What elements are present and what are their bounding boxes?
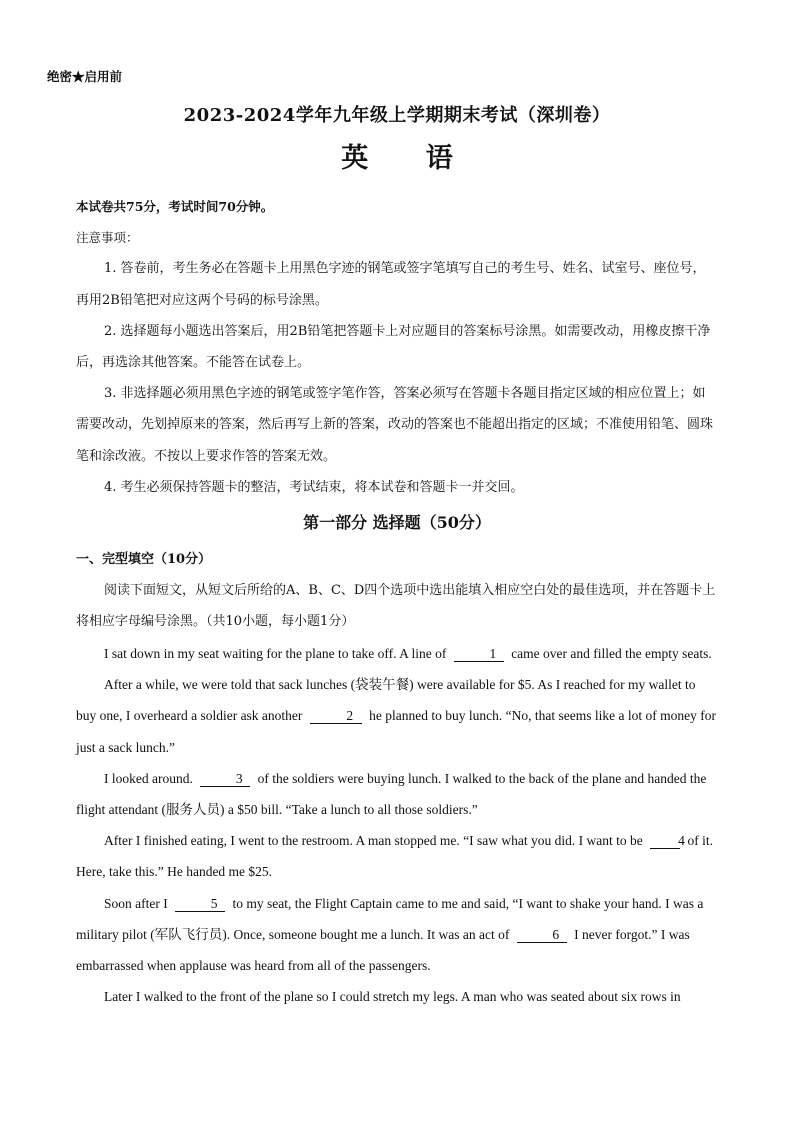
passage-paragraph-6 bbox=[76, 981, 718, 1012]
passage-text: Later I walked to the front of the plane so I could stretch my legs. A man who was seated about six rows in bbox=[104, 989, 681, 1005]
secret-label: 绝密★启用前 bbox=[47, 69, 123, 84]
intro-block bbox=[76, 191, 718, 503]
blank-1[interactable]: 1 bbox=[454, 646, 504, 662]
passage-text: I sat down in my seat waiting for the plane to take off. A line of bbox=[104, 646, 447, 661]
passage-text: Soon after I bbox=[104, 895, 168, 911]
blank-5[interactable]: 5 bbox=[175, 896, 225, 912]
passage-text: After a while, we were told that sack lunches (袋装午餐) were available for $5. As I reached for my wallet to buy one, I overheard a soldier ask another bbox=[76, 677, 696, 724]
passage-text: to my seat, the Flight Captain came to me and said, “I want to shake your hand. I was a military pilot (军队飞行员). Once, someone bought me a lunch. It was an act of bbox=[76, 895, 704, 942]
blank-3[interactable]: 3 bbox=[200, 771, 250, 787]
note-3: 3. 非选择题必须用黑色字迹的钢笔或签字笔作答，答案必须写在答题卡各题目指定区域的相应位置上；如需要改动，先划掉原来的答案，然后再写上新的答案，改动的答案也不能超出指定的区域；不准使用铅笔、圆珠笔和涂改液。不按以上要求作答的答案无效。 bbox=[76, 386, 714, 464]
notes-title: 注意事项： bbox=[76, 230, 139, 246]
passage-text: After I finished eating, I went to the restroom. A man stopped me. “I saw what you did. I want to be bbox=[104, 833, 643, 849]
blank-2[interactable]: 2 bbox=[310, 708, 362, 724]
instructions: 阅读下面短文，从短文后所给的A、B、C、D四个选项中选出能填入相应空白处的最佳选项，并在答题卡上将相应字母编号涂黑。（共10小题，每小题1分） bbox=[76, 583, 716, 630]
passage bbox=[76, 638, 718, 1012]
passage-paragraph-5 bbox=[76, 888, 718, 982]
part1-title: 第一部分 选择题（50分） bbox=[303, 513, 491, 532]
exam-subject: 英 语 bbox=[341, 143, 477, 174]
passage-text: I never forgot.” I was embarrassed when applause was heard from all of the passengers. bbox=[76, 926, 690, 974]
score-info: 本试卷共75分，考试时间70分钟。 bbox=[76, 199, 274, 214]
note-4: 4. 考生必须保持答题卡的整洁，考试结束，将本试卷和答题卡一并交回。 bbox=[104, 479, 524, 495]
passage-paragraph-2 bbox=[76, 669, 718, 763]
blank-6[interactable]: 6 bbox=[517, 927, 567, 943]
blank-4[interactable]: 4 bbox=[650, 833, 680, 849]
passage-text: came over and filled the empty seats. bbox=[511, 646, 712, 661]
note-2: 2. 选择题每小题选出答案后，用2B铅笔把答题卡上对应题目的答案标号涂黑。如需要改动，用橡皮擦干净后，再选涂其他答案。不能答在试卷上。 bbox=[76, 323, 711, 371]
passage-paragraph-4 bbox=[76, 825, 718, 887]
exam-title: 2023-2024学年九年级上学期期末考试（深圳卷） bbox=[183, 105, 611, 126]
note-1: 1. 答卷前，考生务必在答题卡上用黑色字迹的钢笔或签字笔填写自己的考生号、姓名、试室号、座位号，再用2B铅笔把对应这两个号码的标号涂黑。 bbox=[76, 261, 706, 308]
passage-paragraph-3 bbox=[76, 763, 718, 825]
passage-text: I looked around. bbox=[104, 770, 193, 786]
passage-text: he planned to buy lunch. “No, that seems like a lot of money for just a sack lunch.” bbox=[76, 708, 716, 755]
passage-text: of it. Here, take this.” He handed me $25. bbox=[76, 833, 713, 880]
part1-block bbox=[76, 544, 718, 638]
passage-text: of the soldiers were buying lunch. I walked to the back of the plane and handed the flight attendant (服务人员) a $50 bill. “Take a lunch to all those soldiers.” bbox=[76, 770, 707, 818]
passage-paragraph-1 bbox=[76, 638, 718, 669]
section-title: 一、完型填空（10分） bbox=[76, 552, 212, 567]
